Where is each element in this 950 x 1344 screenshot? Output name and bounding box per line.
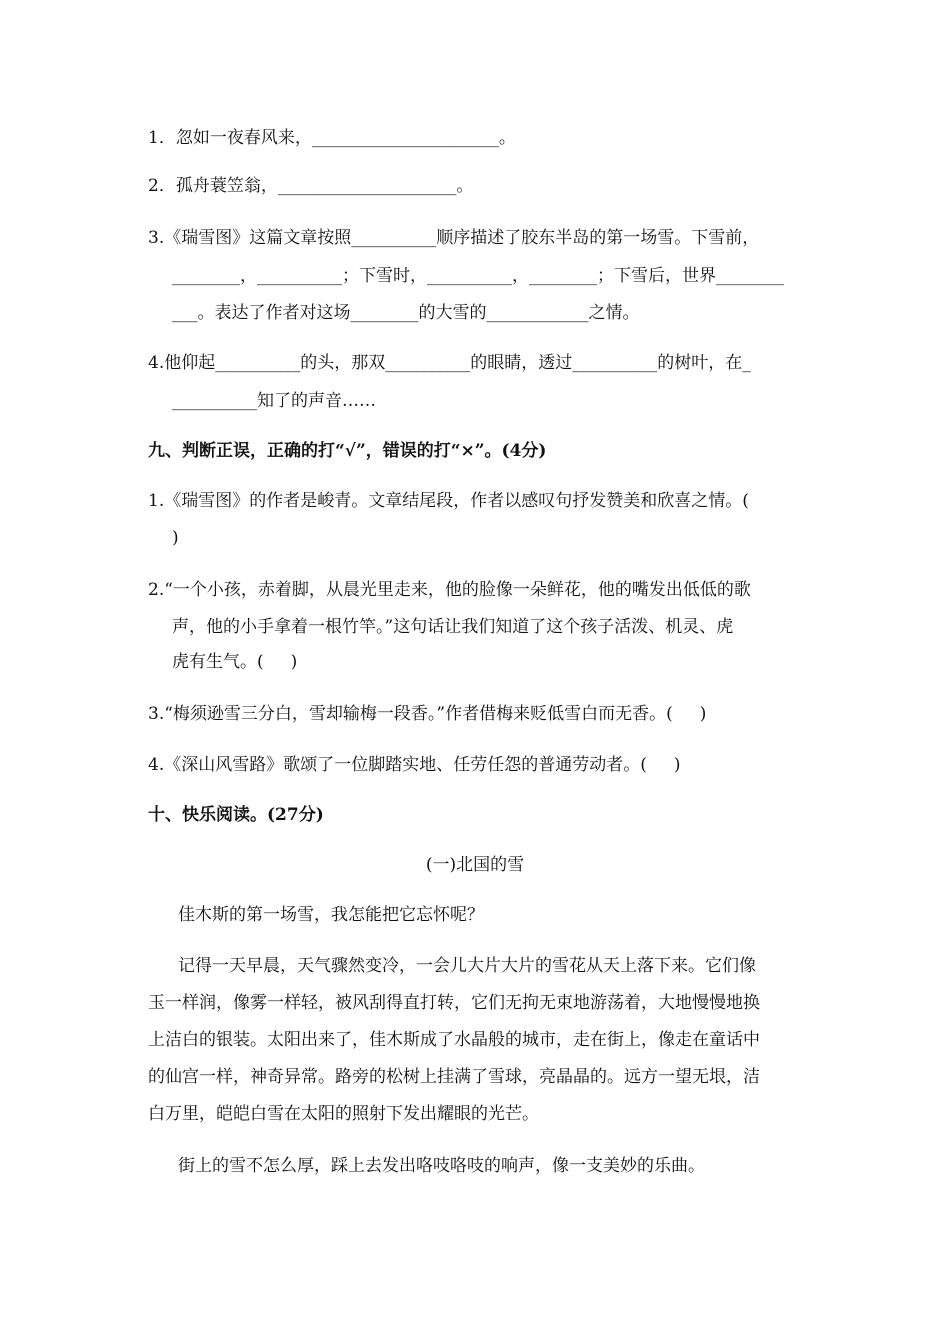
passage-paragraph-2-line-5: 白万里，皑皑白雪在太阳的照射下发出耀眼的光芒。	[148, 1104, 539, 1124]
passage-paragraph-3: 街上的雪不怎么厚，踩上去发出咯吱咯吱的响声，像一支美妙的乐曲。	[178, 1156, 705, 1176]
fill-blank-item-4-line-1: 4.他仰起__________的头，那双__________的眼睛，透过__________的树叶，在_	[148, 353, 751, 373]
judge-item-2-line-1: 2.“一个小孩，赤着脚，从晨光里走来，他的脸像一朵鲜花，他的嘴发出低低的歌	[148, 580, 751, 600]
fill-blank-item-2: 2．孤舟蓑笠翁，_____________________。	[148, 176, 474, 196]
judge-item-3: 3.“梅须逊雪三分白，雪却输梅一段香。”作者借梅来贬低雪白而无香。( )	[148, 704, 707, 724]
judge-item-4: 4.《深山风雪路》歌颂了一位脚踏实地、任劳任怨的普通劳动者。( )	[148, 755, 681, 775]
judge-item-1-line-2: )	[172, 528, 179, 548]
fill-blank-item-1: 1．忽如一夜春风来，______________________。	[148, 128, 516, 148]
passage-paragraph-2-line-4: 的仙宫一样，神奇异常。路旁的松树上挂满了雪球，亮晶晶的。远方一望无垠，洁	[148, 1067, 760, 1087]
judge-item-1-line-1: 1.《瑞雪图》的作者是峻青。文章结尾段，作者以感叹句抒发赞美和欣喜之情。(	[148, 491, 749, 511]
section-nine-heading: 九、判断正误，正确的打“√”，错误的打“×”。(4分)	[148, 441, 547, 461]
passage-title: (一)北国的雪	[425, 855, 525, 875]
fill-blank-item-4-line-2: __________知了的声音……	[172, 391, 376, 411]
fill-blank-item-3-line-3: ___。表达了作者对这场________的大雪的____________之情。	[172, 303, 640, 323]
passage-paragraph-2-line-2: 玉一样润，像雾一样轻，被风刮得直打转，它们无拘无束地游荡着，大地慢慢地换	[148, 993, 760, 1013]
judge-item-2-line-3: 虎有生气。( )	[172, 652, 298, 672]
fill-blank-item-3-line-2: ________，__________；下雪时，__________，________；下雪后，世界________	[172, 266, 784, 286]
passage-paragraph-2-line-1: 记得一天早晨，天气骤然变冷，一会儿大片大片的雪花从天上落下来。它们像	[178, 956, 756, 976]
section-ten-heading: 十、快乐阅读。(27分)	[148, 805, 324, 825]
passage-paragraph-2-line-3: 上洁白的银装。太阳出来了，佳木斯成了水晶般的城市，走在街上，像走在童话中	[148, 1030, 760, 1050]
judge-item-2-line-2: 声，他的小手拿着一根竹竿。”这句话让我们知道了这个孩子活泼、机灵、虎	[172, 617, 734, 637]
fill-blank-item-3-line-1: 3.《瑞雪图》这篇文章按照__________顺序描述了胶东半岛的第一场雪。下雪前，	[148, 228, 760, 248]
passage-paragraph-1: 佳木斯的第一场雪，我怎能把它忘怀呢？	[178, 905, 484, 925]
